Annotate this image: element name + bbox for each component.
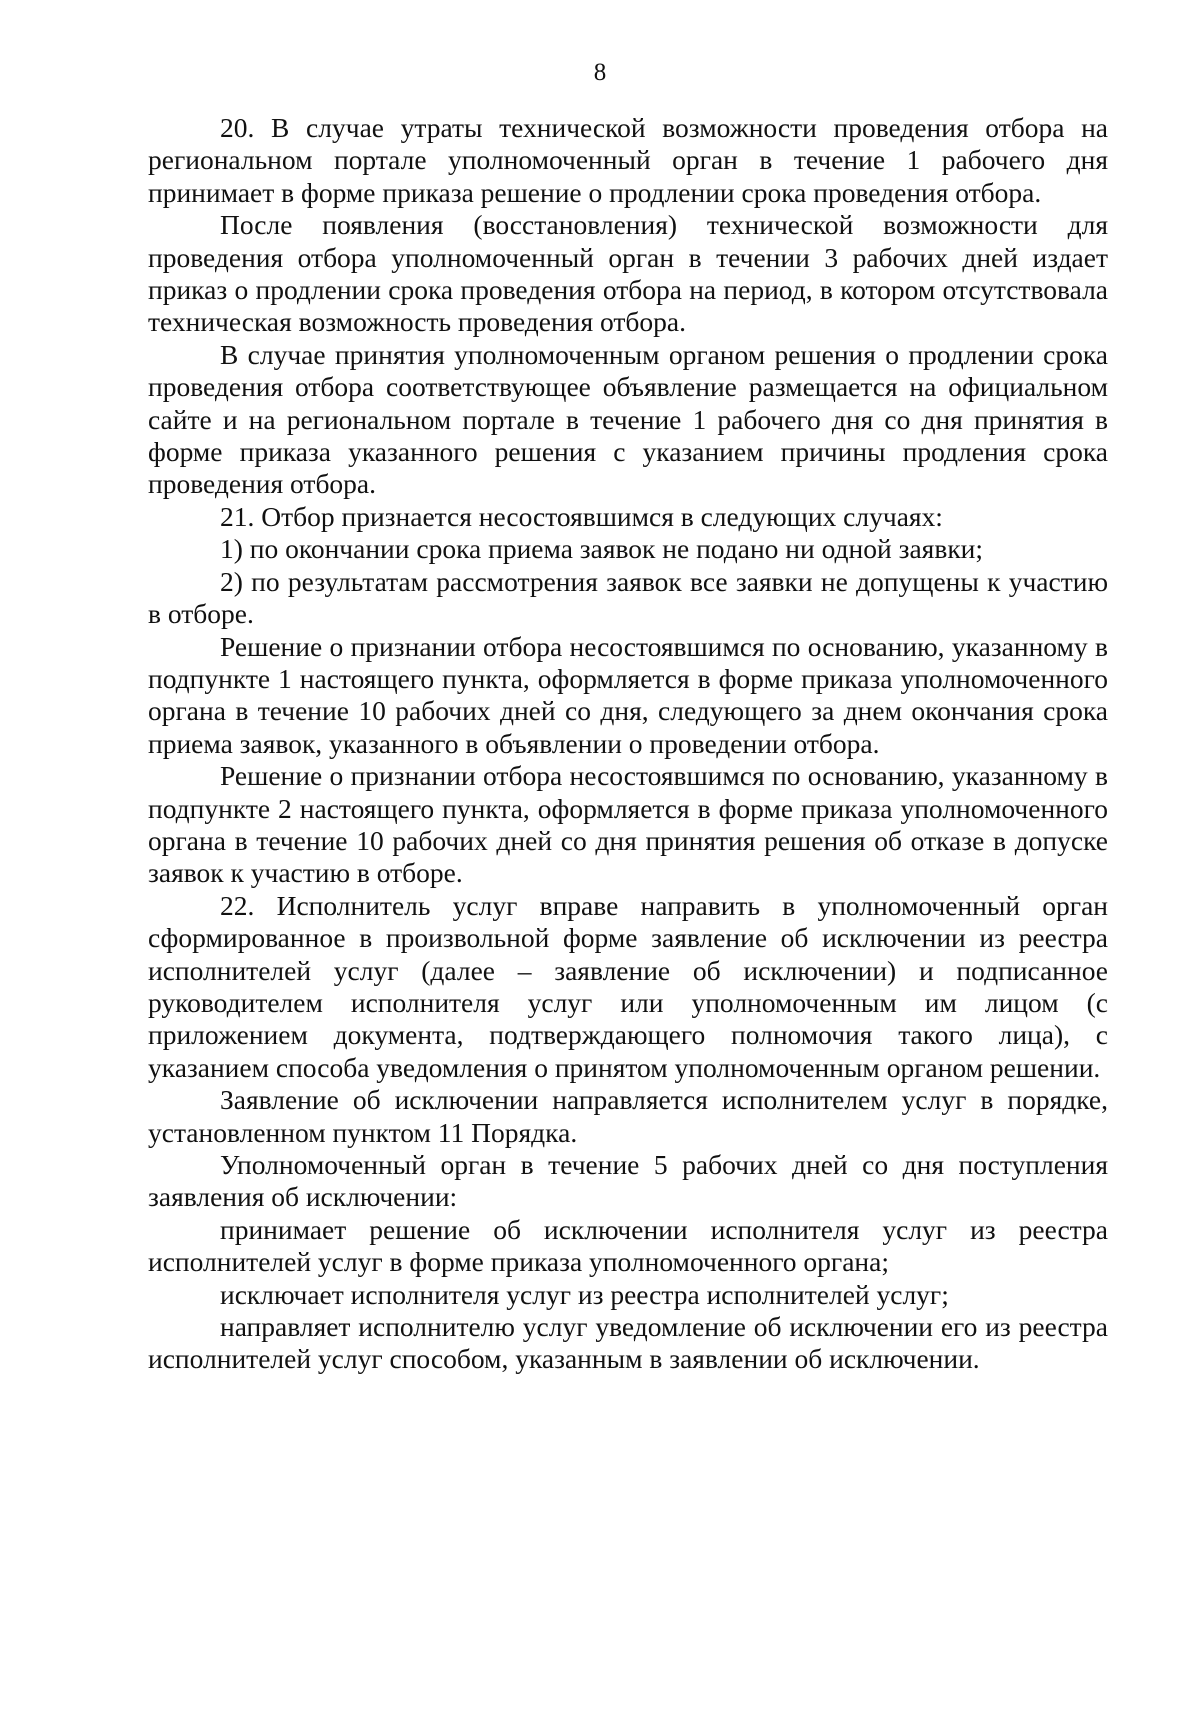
list-item-send-notification: направляет исполнителю услуг уведомление об исключении его из реестра исполнителей услуг способом, указанным в заявлении об исключении.: [148, 1311, 1108, 1375]
paragraph-extension-announcement: В случае принятия уполномоченным органом решения о продлении срока проведения отбора соответствующее объявление размещается на официальном сайте и на региональном портале в течение 1 рабочего дня со дня принятия в форме приказа указанного решения с указанием причины продления срока проведения отбора.: [148, 338, 1108, 500]
paragraph-20-technical-failure: 20. В случае утраты технической возможности проведения отбора на региональном портале уполномоченный орган в течение 1 рабочего дня принимает в форме приказа решение о продлении срока проведения отбора.: [148, 112, 1108, 208]
list-item-no-applications: 1) по окончании срока приема заявок не подано ни одной заявки;: [220, 533, 984, 565]
list-item-accept-decision: принимает решение об исключении исполнителя услуг из реестра исполнителей услуг в форме приказа уполномоченного органа;: [148, 1213, 1108, 1278]
paragraph-22-exclusion-request: 22. Исполнитель услуг вправе направить в уполномоченный орган сформированное в произвольной форме заявление об исключении из реестра исполнителей услуг (далее – заявление об исключении) и подписанное руководителем исполнителя услуг или уполномоченным им лицом (с приложением документа, подтверждающего полномочия такого лица), с указанием способа уведомления о принятом уполномоченным органом решении.: [148, 889, 1108, 1083]
list-item-exclude-from-registry: исключает исполнителя услуг из реестра исполнителей услуг;: [220, 1278, 949, 1310]
paragraph-authority-actions: Уполномоченный орган в течение 5 рабочих дней со дня поступления заявления об исключении:: [148, 1149, 1108, 1213]
page-number: 8: [593, 59, 607, 86]
paragraph-decision-subpoint-1: Решение о признании отбора несостоявшимся по основанию, указанному в подпункте 1 настоящего пункта, оформляется в форме приказа уполномоченного органа в течение 10 рабочих дней со дня, следующего за днем окончания срока приема заявок, указанного в объявлении о проведении отбора.: [148, 630, 1108, 759]
paragraph-decision-subpoint-2: Решение о признании отбора несостоявшимся по основанию, указанному в подпункте 2 настоящего пункта, оформляется в форме приказа уполномоченного органа в течение 10 рабочих дней со дня принятия решения об отказе в допуске заявок к участию в отборе.: [148, 760, 1108, 889]
list-item-all-rejected: 2) по результатам рассмотрения заявок все заявки не допущены к участию в отборе.: [148, 565, 1108, 630]
document-body: [148, 112, 1108, 1376]
paragraph-21-failed-selection: 21. Отбор признается несостоявшимся в следующих случаях:: [220, 500, 943, 532]
paragraph-restoration: После появления (восстановления) технической возможности для проведения отбора уполномоченный орган в течении 3 рабочих дней издает приказ о продлении срока проведения отбора на период, в котором отсутствовала техническая возможность проведения отбора.: [148, 209, 1108, 338]
paragraph-exclusion-procedure: Заявление об исключении направляется исполнителем услуг в порядке, установленном пунктом 11 Порядка.: [148, 1084, 1108, 1148]
